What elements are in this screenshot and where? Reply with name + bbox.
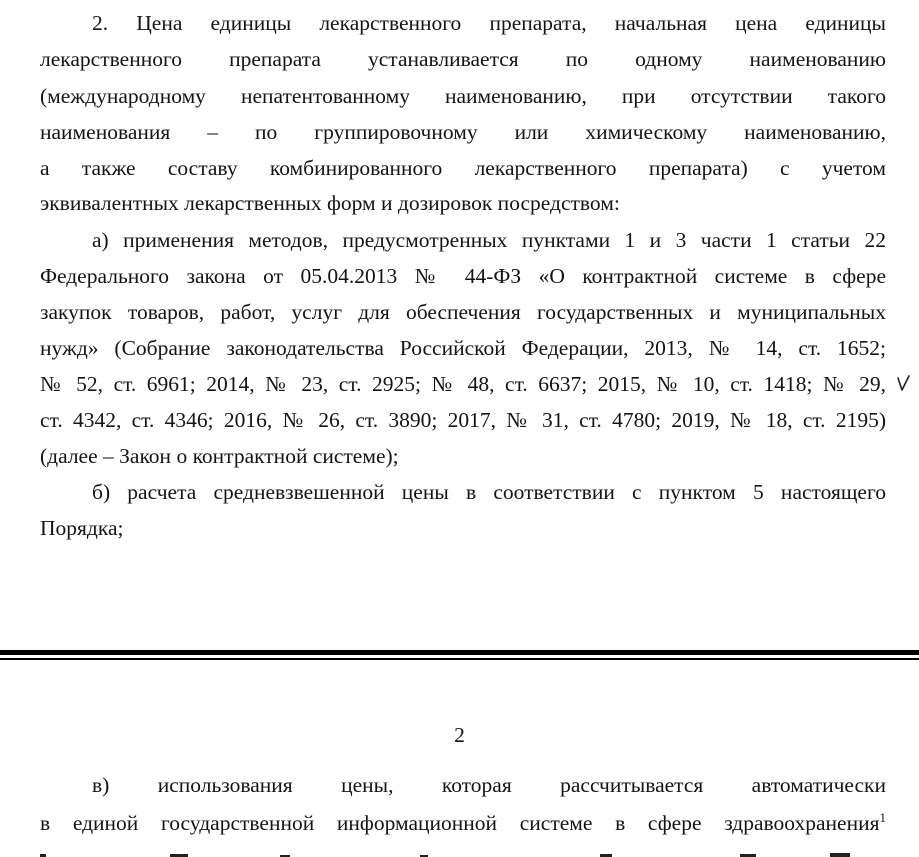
item-v-line-with-footnote bbox=[40, 808, 886, 838]
paragraph-2-line: лекарственного препарата устанавливается по одному наименованию bbox=[40, 47, 886, 71]
page-number: 2 bbox=[454, 723, 465, 747]
item-a-line: а) применения методов, предусмотренных пунктами 1 и 3 части 1 статьи 22 bbox=[92, 228, 886, 252]
footnote-reference: 1 bbox=[879, 809, 886, 825]
item-a-line: нужд» (Собрание законодательства Российской Федерации, 2013, № 14, ст. 1652; bbox=[40, 336, 886, 360]
item-a-line: № 52, ст. 6961; 2014, № 23, ст. 2925; № 48, ст. 6637; 2015, № 10, ст. 1418; № 29, bbox=[40, 372, 886, 396]
item-a-line: ст. 4342, ст. 4346; 2016, № 26, ст. 3890; 2017, № 31, ст. 4780; 2019, № 18, ст. 2195) bbox=[40, 408, 886, 432]
page-break-rule-thin bbox=[0, 658, 919, 660]
paragraph-2-line: (международному непатентованному наименованию, при отсутствии такого bbox=[40, 84, 886, 108]
paragraph-2-line: эквивалентных лекарственных форм и дозировок посредством: bbox=[40, 191, 620, 215]
item-a-line: Федерального закона от 05.04.2013 № 44-ФЗ «О контрактной системе в сфере bbox=[40, 264, 886, 288]
paragraph-2-line: наименования – по группировочному или химическому наименованию, bbox=[40, 120, 886, 144]
paragraph-2-line: а также составу комбинированного лекарственного препарата) с учетом bbox=[40, 156, 886, 180]
clipped-next-line bbox=[40, 850, 886, 857]
paragraph-2-line: 2. Цена единицы лекарственного препарата, начальная цена единицы bbox=[92, 11, 886, 35]
item-v-text: в единой государственной информационной системе в сфере здравоохранения bbox=[40, 811, 880, 835]
item-a-line: (далее – Закон о контрактной системе); bbox=[40, 444, 399, 468]
handwritten-check-mark bbox=[896, 374, 912, 394]
page-break-rule bbox=[0, 650, 919, 655]
item-a-line: закупок товаров, работ, услуг для обеспечения государственных и муниципальных bbox=[40, 300, 886, 324]
item-b-line: б) расчета средневзвешенной цены в соответствии с пунктом 5 настоящего bbox=[92, 480, 886, 504]
clipped-text-fragments bbox=[40, 850, 886, 857]
item-v-line: в) использования цены, которая рассчитывается автоматически bbox=[92, 773, 886, 797]
item-b-line: Порядка; bbox=[40, 516, 124, 540]
